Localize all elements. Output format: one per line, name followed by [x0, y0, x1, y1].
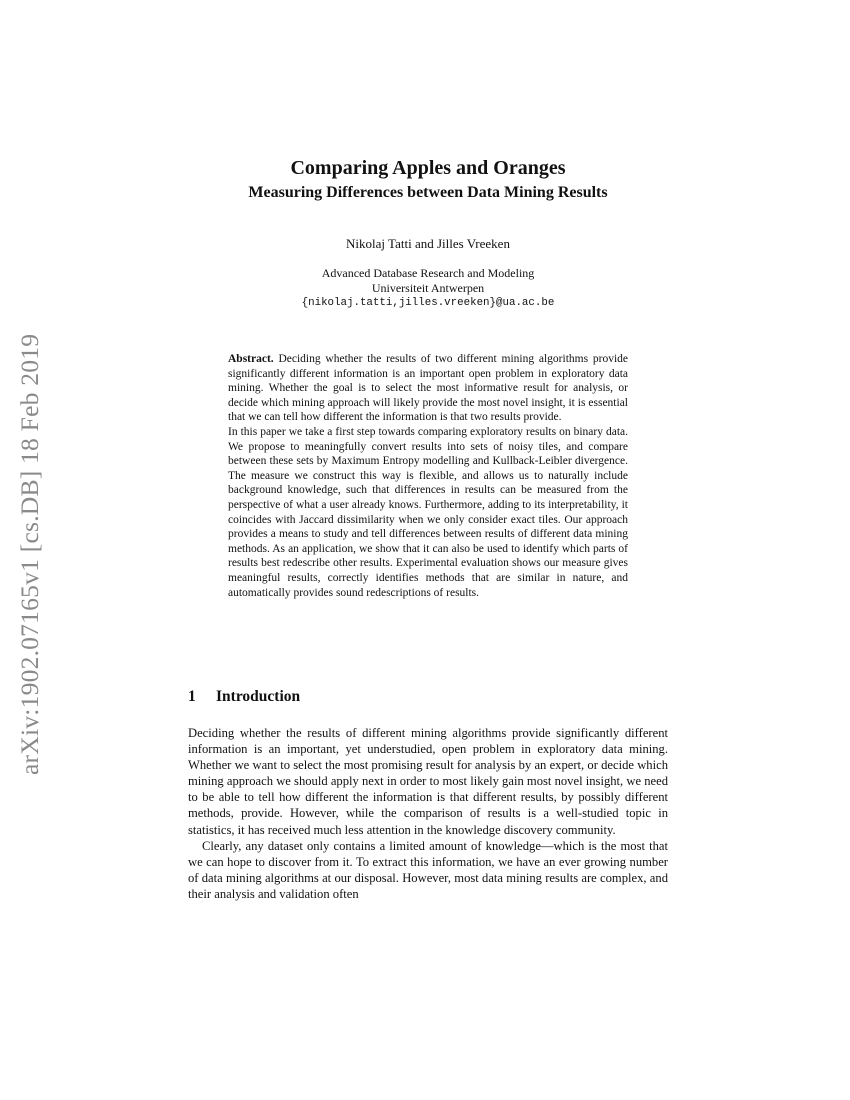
- paper-subtitle: Measuring Differences between Data Mining Results: [248, 184, 608, 201]
- intro-paragraph-2: Clearly, any dataset only contains a limited amount of knowledge—which is the most that we can hope to discover from it. To extract this information, we have an ever growing number of data mining algorithms at our disposal. However, most data mining results are complex, and their analysis and validation often: [188, 838, 668, 901]
- affiliation-block: [188, 266, 668, 311]
- abstract-block: [228, 352, 628, 600]
- abstract-text-1: Deciding whether the results of two different mining algorithms provide significantly different information is an important open problem in exploratory data mining. Whether the goal is to select the most informative result for analysis, or decide which mining approach will likely provide the most novel insight, it is essential that we can tell how different the information is that two results provide.: [228, 353, 628, 424]
- paper-title: Comparing Apples and Oranges: [290, 157, 566, 179]
- section-heading-introduction: [188, 688, 300, 706]
- introduction-body: [188, 725, 668, 902]
- section-title: Introduction: [216, 688, 301, 705]
- author-email: {nikolaj.tatti,jilles.vreeken}@ua.ac.be: [301, 297, 555, 309]
- abstract-label: Abstract.: [228, 353, 274, 365]
- affiliation-line-1: Advanced Database Research and Modeling: [321, 266, 535, 280]
- arxiv-identifier-stamp: [10, 265, 50, 775]
- arxiv-identifier-text: arXiv:1902.07165v1 [cs.DB] 18 Feb 2019: [15, 333, 44, 775]
- author-list: Nikolaj Tatti and Jilles Vreeken: [346, 236, 510, 251]
- abstract-paragraph-1: [228, 352, 628, 425]
- affiliation-line-2: Universiteit Antwerpen: [371, 281, 485, 295]
- abstract-paragraph-2: In this paper we take a first step towards comparing exploratory results on binary data. We propose to meaningfully convert results into sets of noisy tiles, and compare between these sets by Maximum Entropy modelling and Kullback-Leibler divergence. The measure we construct this way is flexible, and allows us to naturally include background knowledge, such that differences in results can be measured from the perspective of what a user already knows. Furthermore, adding to its interpretability, it coincides with Jaccard dissimilarity when we only consider exact tiles. Our approach provides a means to study and tell differences between results of different data mining methods. As an application, we show that it can also be used to identify which parts of results best redescribe other results. Experimental evaluation shows our measure gives meaningful results, correctly identifies methods that are similar in nature, and automatically provides sound redescriptions of results.: [228, 425, 628, 599]
- intro-paragraph-1: Deciding whether the results of different mining algorithms provide significantly different information is an important, yet understudied, open problem in exploratory data mining. Whether we want to select the most promising result for analysis by an expert, or decide which mining approach we should apply next in order to most likely gain most novel insight, we need to be able to tell how different the information is that different results, by possibly different methods, provide. However, while the comparison of results is a well-studied topic in statistics, it has received much less attention in the knowledge discovery community.: [188, 726, 668, 837]
- section-number: 1: [188, 688, 196, 705]
